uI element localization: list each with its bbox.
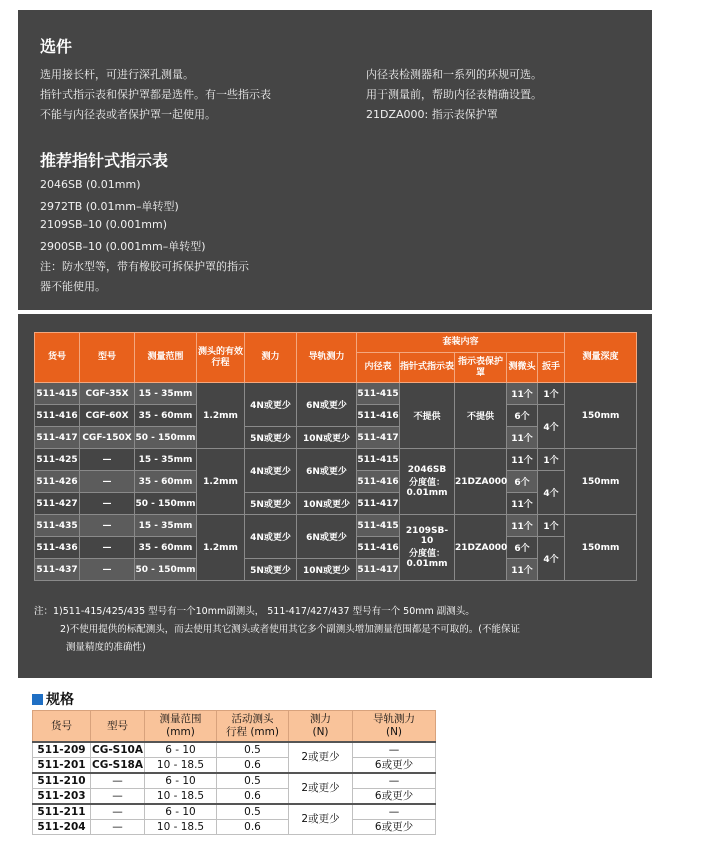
- recommended-line: 2046SB (0.01mm): [40, 178, 141, 191]
- cell-indicator: [400, 449, 455, 515]
- spec-model: —: [91, 773, 145, 789]
- spec-stroke: 0.5: [217, 742, 289, 758]
- cell-model: —: [80, 493, 135, 515]
- cell-head: 11个: [507, 515, 538, 537]
- indicator-resolution-label: 分度值：: [408, 549, 445, 559]
- spec-guide: 6或更少: [353, 789, 436, 805]
- options-title: 选件: [40, 37, 73, 56]
- spec-force: 2或更少: [289, 804, 353, 835]
- cell-head: 6个: [507, 471, 538, 493]
- cell-code: 511-417: [35, 427, 80, 449]
- table-row: [33, 789, 436, 805]
- cell-code: 511-436: [35, 537, 80, 559]
- cell-indicator: [400, 515, 455, 581]
- cell-model: CGF-150X: [80, 427, 135, 449]
- cell-head: 11个: [507, 559, 538, 581]
- spec-code: 511-209: [33, 742, 91, 758]
- recommended-note: 器不能使用。: [40, 280, 106, 293]
- cell-range: 50 - 150mm: [135, 493, 197, 515]
- indicator-resolution: 0.01mm: [406, 559, 448, 569]
- header-indicator: 指针式指示表: [400, 353, 455, 383]
- cell-inner: 511-417: [357, 427, 400, 449]
- spec-header-stroke: 活动测头 行程 (mm): [217, 711, 289, 743]
- spec-header-guide: 导轨测力 (N): [353, 711, 436, 743]
- spec-model: CG-S18A: [91, 758, 145, 774]
- options-text-line: 用于测量前，帮助内径表精确设置。: [366, 88, 542, 101]
- spec-stroke: 0.5: [217, 804, 289, 820]
- spec-guide: 6或更少: [353, 820, 436, 835]
- table-row: [33, 804, 436, 820]
- cell-range: 35 - 60mm: [135, 537, 197, 559]
- cell-wrench: 4个: [538, 405, 565, 449]
- spec-guide: —: [353, 804, 436, 820]
- kit-panel: [18, 314, 652, 678]
- cell-head: 6个: [507, 537, 538, 559]
- cell-guide-force: 10N或更少: [297, 493, 357, 515]
- cell-force: 4N或更少: [245, 515, 297, 559]
- recommended-line: 2900SB–10 (0.001mm–单转型): [40, 240, 206, 253]
- spec-guide: —: [353, 773, 436, 789]
- cell-range: 50 - 150mm: [135, 559, 197, 581]
- spec-code: 511-203: [33, 789, 91, 805]
- spec-title-text: 规格: [46, 692, 74, 708]
- cell-head: 11个: [507, 383, 538, 405]
- table-row: [33, 773, 436, 789]
- header-force: 测力: [245, 333, 297, 383]
- cell-inner: 511-417: [357, 559, 400, 581]
- spec-stroke: 0.5: [217, 773, 289, 789]
- spec-header-code: 货号: [33, 711, 91, 743]
- table-row: [33, 758, 436, 774]
- kit-note: 测量精度的准确性): [66, 642, 146, 653]
- cell-code: 511-416: [35, 405, 80, 427]
- cell-range: 35 - 60mm: [135, 471, 197, 493]
- cell-head: 11个: [507, 427, 538, 449]
- kit-note: 注：1)511-415/425/435 型号有一个10mm副测头， 511-417/427/437 型号有一个 50mm 副测头。: [34, 606, 475, 617]
- cell-guide-force: 10N或更少: [297, 559, 357, 581]
- spec-model: —: [91, 820, 145, 835]
- cell-head: 11个: [507, 493, 538, 515]
- cell-indicator-cover: 不提供: [455, 383, 507, 449]
- cell-model: —: [80, 537, 135, 559]
- spec-header-range: 测量范围 (mm): [145, 711, 217, 743]
- cell-inner: 511-416: [357, 471, 400, 493]
- cell-inner: 511-416: [357, 537, 400, 559]
- header-guide-force: 导轨测力: [297, 333, 357, 383]
- header-inner-gauge: 内径表: [357, 353, 400, 383]
- table-row: [35, 383, 637, 405]
- cell-depth: 150mm: [565, 383, 637, 449]
- indicator-code: 2046SB: [407, 465, 447, 475]
- spec-range: 10 - 18.5: [145, 789, 217, 805]
- indicator-resolution: 0.01mm: [406, 488, 448, 498]
- cell-wrench: 4个: [538, 537, 565, 581]
- kit-table: [34, 332, 637, 581]
- spec-code: 511-211: [33, 804, 91, 820]
- spec-force: 2或更少: [289, 773, 353, 804]
- spec-range: 10 - 18.5: [145, 820, 217, 835]
- cell-model: —: [80, 515, 135, 537]
- cell-range: 15 - 35mm: [135, 383, 197, 405]
- cell-model: —: [80, 449, 135, 471]
- header-range: 测量范围: [135, 333, 197, 383]
- cell-code: 511-425: [35, 449, 80, 471]
- options-text-line: 不能与内径表或者保护罩一起使用。: [40, 108, 216, 121]
- options-text-line: 内径表检测器和一系列的环规可选。: [366, 68, 542, 81]
- header-contents: 套装内容: [357, 333, 565, 353]
- cell-model: CGF-60X: [80, 405, 135, 427]
- header-depth: 测量深度: [565, 333, 637, 383]
- spec-stroke: 0.6: [217, 758, 289, 774]
- cell-wrench: 1个: [538, 515, 565, 537]
- spec-force: 2或更少: [289, 742, 353, 773]
- cell-indicator: 不提供: [400, 383, 455, 449]
- cell-inner: 511-415: [357, 383, 400, 405]
- spec-guide: 6或更少: [353, 758, 436, 774]
- spec-model: CG-S10A: [92, 743, 143, 756]
- options-text-line: 21DZA000: 指示表保护罩: [366, 108, 498, 121]
- spec-title: [32, 689, 74, 709]
- cell-code: 511-426: [35, 471, 80, 493]
- table-row: [35, 515, 637, 537]
- options-text-line: 指针式指示表和保护罩都是选件。有一些指示表: [40, 88, 271, 101]
- spec-table: [32, 710, 436, 835]
- cell-force: 5N或更少: [245, 559, 297, 581]
- spec-model: —: [91, 804, 145, 820]
- blue-square-icon: [32, 694, 43, 705]
- header-indicator-cover: 指示表保护罩: [455, 353, 507, 383]
- spec-range: 6 - 10: [145, 773, 217, 789]
- cell-wrench: 1个: [538, 383, 565, 405]
- cell-guide-force: 6N或更少: [297, 515, 357, 559]
- spec-stroke: 0.6: [217, 820, 289, 835]
- cell-inner: 511-416: [357, 405, 400, 427]
- header-head: 测微头: [507, 353, 538, 383]
- header-model: 型号: [80, 333, 135, 383]
- cell-force: 5N或更少: [245, 493, 297, 515]
- spec-range: 10 - 18.5: [145, 758, 217, 774]
- cell-wrench: 4个: [538, 471, 565, 515]
- recommended-line: 2109SB–10 (0.001mm): [40, 218, 168, 231]
- cell-code: 511-435: [35, 515, 80, 537]
- cell-force: 4N或更少: [245, 383, 297, 427]
- cell-inner: 511-415: [357, 449, 400, 471]
- cell-model: —: [80, 559, 135, 581]
- cell-range: 35 - 60mm: [135, 405, 197, 427]
- spec-code: 511-204: [33, 820, 91, 835]
- cell-inner: 511-415: [357, 515, 400, 537]
- cell-stroke: 1.2mm: [197, 515, 245, 581]
- cell-model: —: [80, 471, 135, 493]
- table-row: [35, 449, 637, 471]
- spec-stroke: 0.6: [217, 789, 289, 805]
- header-code: 货号: [35, 333, 80, 383]
- indicator-resolution-label: 分度值：: [408, 478, 445, 488]
- cell-stroke: 1.2mm: [197, 383, 245, 449]
- cell-guide-force: 6N或更少: [297, 449, 357, 493]
- cell-code: 511-437: [35, 559, 80, 581]
- cell-guide-force: 10N或更少: [297, 427, 357, 449]
- cell-force: 5N或更少: [245, 427, 297, 449]
- cell-head: 11个: [507, 449, 538, 471]
- spec-header-model: 型号: [91, 711, 145, 743]
- header-stroke: 测头的有效行程: [197, 333, 245, 383]
- cell-inner: 511-417: [357, 493, 400, 515]
- spec-model: —: [91, 789, 145, 805]
- spec-guide: —: [353, 742, 436, 758]
- cell-guide-force: 6N或更少: [297, 383, 357, 427]
- kit-note: 2)不使用提供的标配测头，而去使用其它测头或者使用其它多个副测头增加测量范围都是不可取的。(不能保证: [60, 624, 520, 635]
- cell-range: 15 - 35mm: [135, 449, 197, 471]
- spec-range: 6 - 10: [145, 804, 217, 820]
- cell-depth: 150mm: [565, 449, 637, 515]
- table-row: [33, 742, 436, 758]
- cell-code: 511-415: [35, 383, 80, 405]
- cell-wrench: 1个: [538, 449, 565, 471]
- cell-depth: 150mm: [565, 515, 637, 581]
- recommended-line: 2972TB (0.01mm–单转型): [40, 200, 179, 213]
- header-wrench: 扳手: [538, 353, 565, 383]
- cell-range: 50 - 150mm: [135, 427, 197, 449]
- cell-code: 511-427: [35, 493, 80, 515]
- recommended-note: 注：防水型等，带有橡胶可拆保护罩的指示: [40, 260, 249, 273]
- cell-range: 15 - 35mm: [135, 515, 197, 537]
- cell-model: CGF-35X: [80, 383, 135, 405]
- cell-head: 6个: [507, 405, 538, 427]
- indicator-code: 2109SB-10: [405, 526, 449, 546]
- cell-indicator-cover: 21DZA000: [455, 515, 507, 581]
- cell-stroke: 1.2mm: [197, 449, 245, 515]
- spec-code: 511-210: [33, 773, 91, 789]
- spec-code: 511-201: [33, 758, 91, 774]
- options-text-line: 选用接长杆，可进行深孔测量。: [40, 68, 194, 81]
- cell-indicator-cover: 21DZA000: [455, 449, 507, 515]
- cell-force: 4N或更少: [245, 449, 297, 493]
- spec-range: 6 - 10: [145, 742, 217, 758]
- options-panel: [18, 10, 652, 310]
- spec-header-force: 测力 (N): [289, 711, 353, 743]
- recommended-title: 推荐指针式指示表: [40, 151, 169, 170]
- table-row: [33, 820, 436, 835]
